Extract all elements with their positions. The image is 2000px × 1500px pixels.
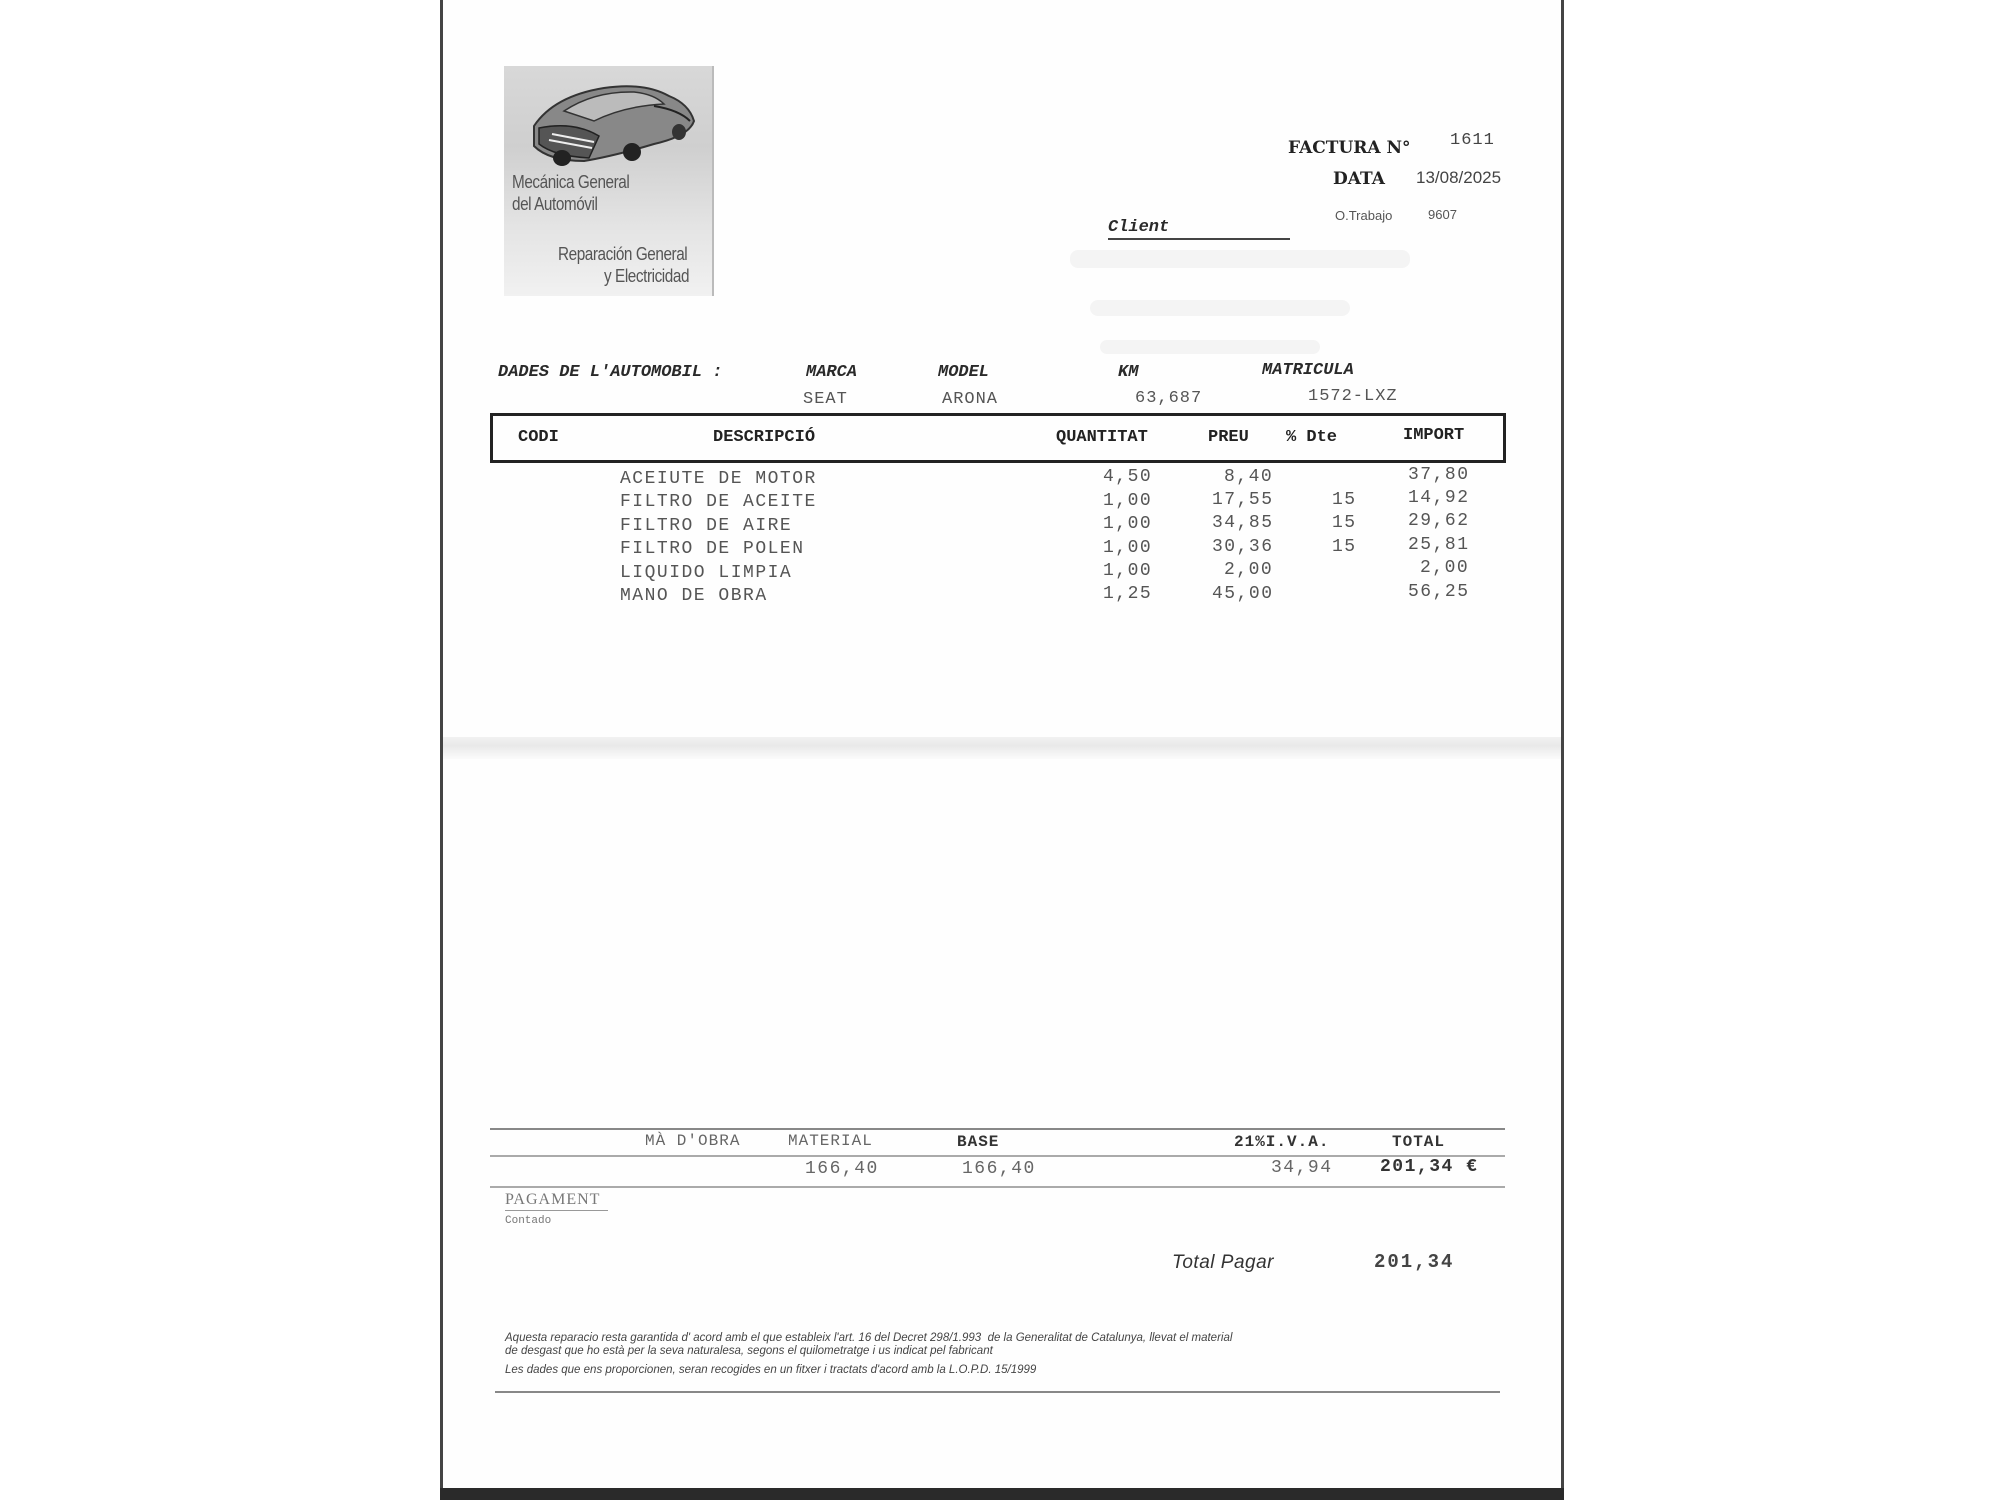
col-header-codi: CODI — [518, 428, 559, 447]
marca-label: MARCA — [806, 363, 858, 382]
row-description: FILTRO DE AIRE — [620, 516, 793, 536]
invoice-number-label: FACTURA N° — [1288, 138, 1411, 158]
material-total: 166,40 — [805, 1159, 879, 1179]
row-quantity: 1,25 — [1103, 584, 1153, 604]
col-header-preu: PREU — [1208, 428, 1249, 447]
logo-text-line1: Mecánica General — [512, 172, 630, 192]
work-order-number: 9607 — [1428, 207, 1457, 222]
row-price: 8,40 — [1224, 467, 1274, 487]
model-label: MODEL — [938, 363, 990, 382]
total-label: TOTAL — [1392, 1133, 1446, 1151]
km-label: KM — [1118, 363, 1139, 382]
material-label: MATERIAL — [788, 1132, 873, 1150]
payment-method: Contado — [505, 1215, 552, 1227]
grand-total: 201,34 € — [1380, 1157, 1479, 1177]
total-to-pay-amount: 201,34 — [1374, 1251, 1455, 1273]
row-quantity: 1,00 — [1103, 514, 1153, 534]
totals-top-rule — [490, 1128, 1505, 1130]
vehicle-km: 63,687 — [1135, 389, 1203, 408]
logo-text-line2: del Automóvil — [512, 194, 598, 214]
page-bottom-edge — [440, 1488, 1564, 1500]
logo-text-line3: Reparación General — [558, 244, 688, 264]
vat-total: 34,94 — [1271, 1158, 1333, 1178]
row-price: 45,00 — [1212, 584, 1274, 604]
vehicle-plate: 1572-LXZ — [1308, 387, 1398, 406]
row-description: LIQUIDO LIMPIA — [620, 563, 793, 583]
row-discount: 15 — [1332, 490, 1357, 510]
row-price: 2,00 — [1224, 560, 1274, 580]
work-order-label: O.Trabajo — [1335, 208, 1393, 223]
vehicle-model: ARONA — [942, 390, 999, 409]
base-label: BASE — [957, 1133, 1000, 1151]
col-header-import: IMPORT — [1403, 426, 1465, 445]
row-discount: 15 — [1332, 513, 1357, 533]
row-quantity: 1,00 — [1103, 561, 1153, 581]
row-amount: 37,80 — [1408, 465, 1470, 485]
legal-bottom-rule — [495, 1391, 1500, 1393]
logo-text-line4: y Electricidad — [604, 266, 690, 286]
client-underline — [1108, 238, 1290, 240]
row-quantity: 1,00 — [1103, 538, 1153, 558]
row-amount: 25,81 — [1408, 535, 1470, 555]
redacted-client-line — [1100, 340, 1320, 354]
row-description: ACEIUTE DE MOTOR — [620, 469, 817, 489]
col-header-descripcio: DESCRIPCIÓ — [713, 428, 816, 447]
company-logo — [504, 66, 714, 296]
redacted-client-line — [1070, 250, 1410, 268]
row-amount: 29,62 — [1408, 511, 1470, 531]
invoice-date: 13/08/2025 — [1416, 168, 1502, 187]
base-total: 166,40 — [962, 1159, 1036, 1179]
row-description: FILTRO DE ACEITE — [620, 492, 817, 512]
redacted-client-line — [1090, 300, 1350, 316]
row-discount: 15 — [1332, 537, 1357, 557]
row-description: MANO DE OBRA — [620, 586, 768, 606]
row-description: FILTRO DE POLEN — [620, 539, 805, 559]
row-quantity: 1,00 — [1103, 491, 1153, 511]
payment-underline — [505, 1210, 608, 1211]
page-right-edge — [1561, 0, 1564, 1500]
row-price: 34,85 — [1212, 513, 1274, 533]
row-amount: 14,92 — [1408, 488, 1470, 508]
vat-label: 21%I.V.A. — [1234, 1133, 1330, 1151]
row-price: 30,36 — [1212, 537, 1274, 557]
legal-text-line1: Aquesta reparacio resta garantida d' acord amb el que estableix l'art. 16 del Decret 298/1.993 de la Generalitat de Catalunya, llevat el material — [505, 1332, 1233, 1344]
payment-label: PAGAMENT — [505, 1191, 601, 1208]
vehicle-brand: SEAT — [803, 390, 848, 409]
labour-label: MÀ D'OBRA — [645, 1132, 741, 1150]
row-amount: 56,25 — [1408, 582, 1470, 602]
total-to-pay-label: Total Pagar — [1172, 1252, 1274, 1273]
invoice-number: 1611 — [1450, 131, 1495, 150]
paper-fold — [443, 737, 1561, 759]
totals-bottom-rule — [490, 1186, 1505, 1188]
client-label: Client — [1108, 218, 1170, 237]
items-table-header-box — [490, 413, 1506, 463]
col-header-dte: % Dte — [1286, 428, 1338, 447]
vehicle-section-label: DADES DE L'AUTOMOBIL : — [498, 363, 723, 382]
row-quantity: 4,50 — [1103, 467, 1153, 487]
row-amount: 2,00 — [1420, 558, 1470, 578]
row-price: 17,55 — [1212, 490, 1274, 510]
totals-middle-rule — [490, 1155, 1505, 1157]
date-label: DATA — [1333, 169, 1385, 189]
col-header-quantitat: QUANTITAT — [1056, 428, 1148, 447]
sports-car-icon — [504, 66, 712, 176]
matricula-label: MATRICULA — [1262, 361, 1354, 380]
legal-text-line2: de desgast que ho està per la seva naturalesa, segons el quilometratge i us indicat pel fabricant — [505, 1345, 993, 1357]
legal-text-line3: Les dades que ens proporcionen, seran recogides en un fitxer i tractats d'acord amb la L.O.P.D. 15/1999 — [505, 1364, 1037, 1376]
